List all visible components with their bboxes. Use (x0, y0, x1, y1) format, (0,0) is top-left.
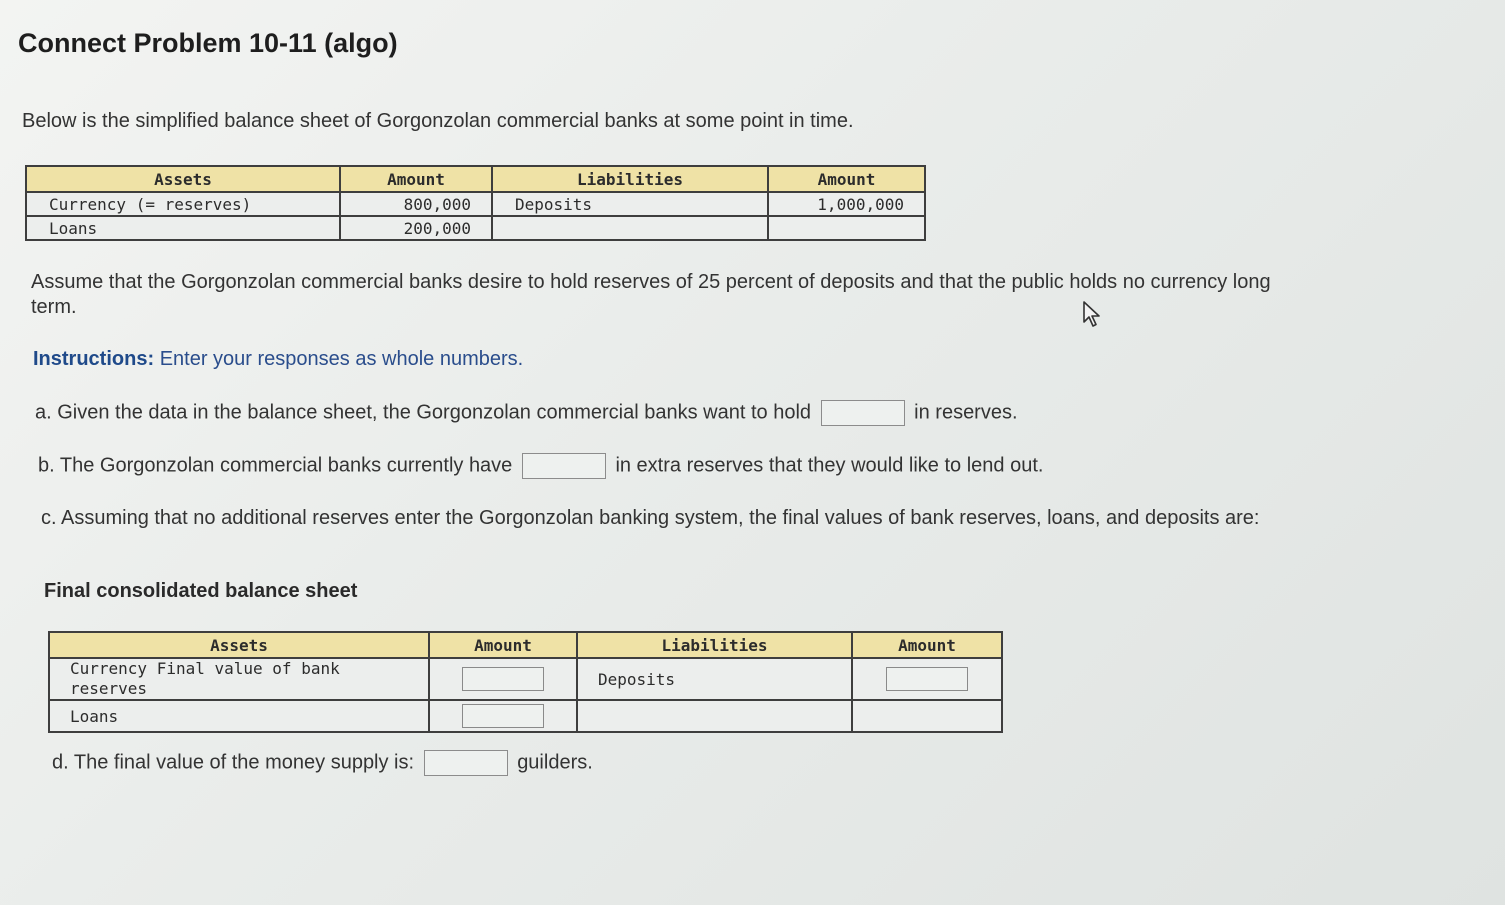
final-reserves-input[interactable] (462, 667, 544, 691)
cell-amount-2 (852, 658, 1002, 700)
cell-amount-2: 1,000,000 (768, 192, 925, 216)
final-balance-sheet (48, 631, 1003, 733)
cell-asset: Loans (26, 216, 340, 240)
cell-amount: 200,000 (340, 216, 492, 240)
cell-asset (49, 658, 429, 700)
cell-amount (429, 700, 577, 732)
question-d (52, 750, 593, 776)
instructions-label: Instructions: (33, 348, 155, 370)
excess-reserves-input[interactable] (522, 453, 606, 479)
question-a-suffix: in reserves. (914, 401, 1018, 424)
final-deposits-input[interactable] (886, 667, 968, 691)
intro-text: Below is the simplified balance sheet of Gorgonzolan commercial banks at some point in time. (22, 110, 854, 132)
question-b (38, 453, 1043, 479)
cell-liability: Deposits (492, 192, 768, 216)
cell-asset: Loans (49, 700, 429, 732)
question-d-text: d. The final value of the money supply is: (52, 751, 415, 774)
table-row (49, 700, 1002, 732)
mouse-pointer-icon (1082, 300, 1104, 328)
header-amount-2: Amount (768, 166, 925, 192)
question-c: c. Assuming that no additional reserves enter the Gorgonzolan banking system, the final values of bank reserves, loans, and deposits are: (41, 507, 1260, 529)
table-row (26, 216, 925, 240)
question-a-text: a. Given the data in the balance sheet, the Gorgonzolan commercial banks want to hold (35, 401, 812, 424)
cell-amount (429, 658, 577, 700)
header-assets: Assets (26, 166, 340, 192)
cell-asset: Currency (= reserves) (26, 192, 340, 216)
cell-amount-2 (768, 216, 925, 240)
question-d-suffix: guilders. (517, 751, 593, 774)
currency-reserves-label: Currency Final value of bank reserves (70, 659, 340, 698)
header-amount-2: Amount (852, 632, 1002, 658)
table-row (49, 658, 1002, 700)
header-assets: Assets (49, 632, 429, 658)
question-a (35, 400, 1018, 426)
money-supply-input[interactable] (424, 750, 508, 776)
final-balance-heading: Final consolidated balance sheet (44, 580, 358, 602)
cell-liability (577, 700, 852, 732)
page-title: Connect Problem 10-11 (algo) (18, 28, 398, 58)
reserves-desired-input[interactable] (821, 400, 905, 426)
cell-amount-2 (852, 700, 1002, 732)
header-liabilities: Liabilities (577, 632, 852, 658)
final-loans-input[interactable] (462, 704, 544, 728)
header-liabilities: Liabilities (492, 166, 768, 192)
table-row (26, 192, 925, 216)
cell-amount: 800,000 (340, 192, 492, 216)
header-amount: Amount (429, 632, 577, 658)
question-b-suffix: in extra reserves that they would like to lend out. (615, 454, 1044, 477)
header-amount: Amount (340, 166, 492, 192)
instructions (33, 348, 523, 371)
instructions-text: Enter your responses as whole numbers. (159, 348, 524, 370)
cell-liability (492, 216, 768, 240)
initial-balance-sheet (25, 165, 926, 241)
cell-liability: Deposits (577, 658, 852, 700)
assumption-text: Assume that the Gorgonzolan commercial banks desire to hold reserves of 25 percent of deposits and that the public holds no currency long term. (31, 271, 1271, 318)
question-b-text: b. The Gorgonzolan commercial banks currently have (38, 454, 513, 477)
